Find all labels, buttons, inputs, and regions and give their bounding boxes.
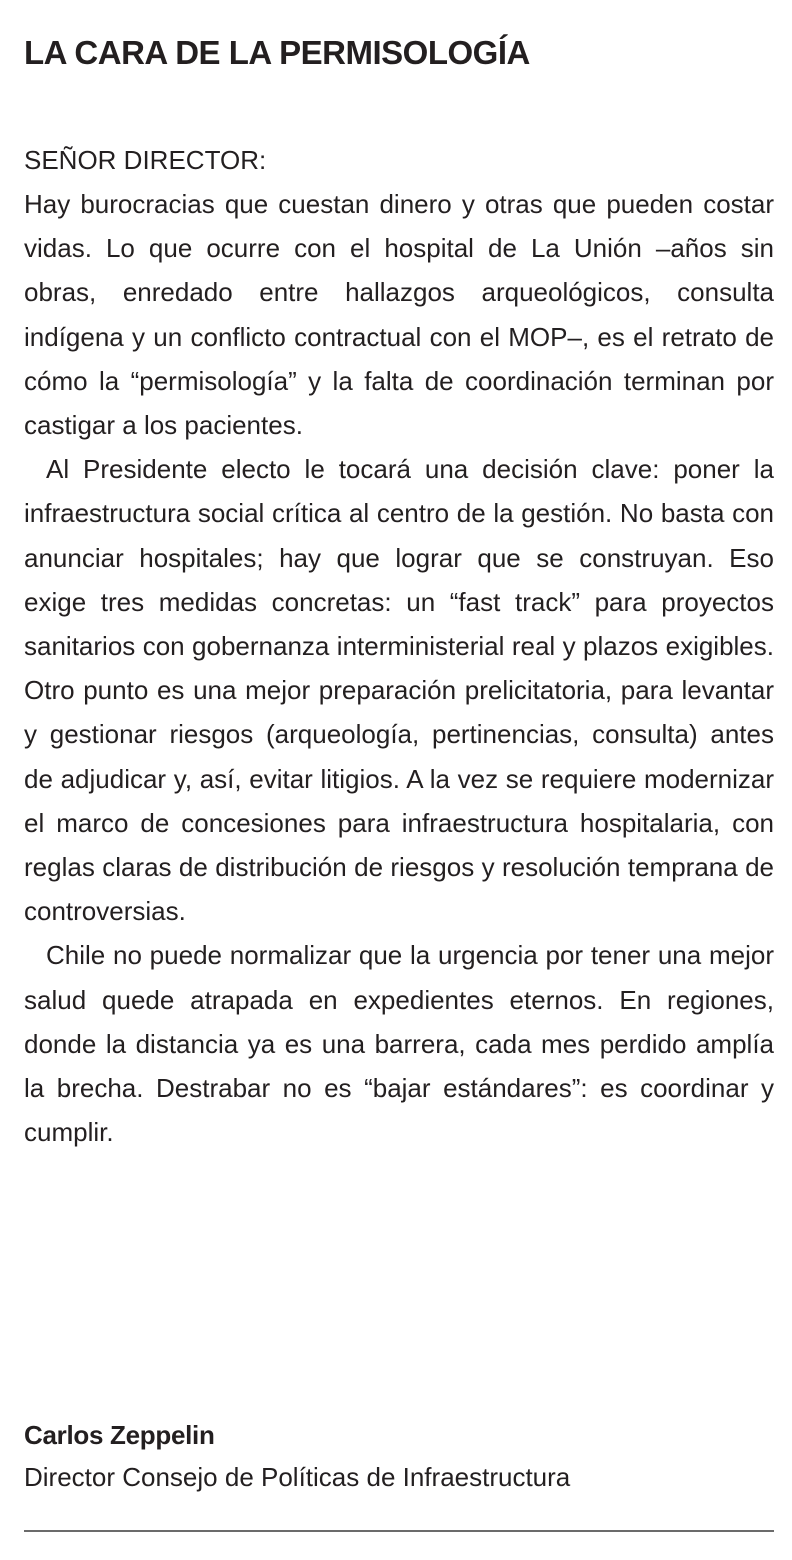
salutation: SEÑOR DIRECTOR: — [24, 145, 267, 175]
bottom-divider — [24, 1530, 774, 1532]
letter-title: LA CARA DE LA PERMISOLOGÍA — [24, 34, 530, 71]
author-role: Director Consejo de Políticas de Infraestructura — [24, 1462, 571, 1492]
letter-body — [24, 182, 774, 1154]
paragraph-3: Chile no puede normalizar que la urgencia por tener una mejor salud quede atrapada en expedientes eternos. En regiones, donde la distancia ya es una barrera, cada mes perdido amplía la brecha. Destrabar no es “bajar estándares”: es coordinar y cumplir. — [24, 940, 774, 1148]
paragraph-2: Al Presidente electo le tocará una decisión clave: poner la infraestructura social crítica al centro de la gestión. No basta con anunciar hospitales; hay que lograr que se construyan. Eso exige tres medidas concretas: un “fast track” para proyectos sanitarios con gobernanza interministerial real y plazos exigibles. Otro punto es una mejor preparación prelicitatoria, para levantar y gestionar riesgos (arqueología, pertinencias, consulta) antes de adjudicar y, así, evitar litigios. A la vez se requiere modernizar el marco de concesiones para infraestructura hospitalaria, con reglas claras de distribución de riesgos y resolución temprana de controversias. — [24, 454, 774, 927]
paragraph-1: Hay burocracias que cuestan dinero y otras que pueden costar vidas. Lo que ocurre con el hospital de La Unión –años sin obras, enredado entre hallazgos arqueológicos, consulta indígena y un conflicto contractual con el MOP–, es el retrato de cómo la “permisología” y la falta de coordinación terminan por castigar a los pacientes. — [24, 189, 774, 441]
author-name: Carlos Zeppelin — [24, 1420, 215, 1450]
